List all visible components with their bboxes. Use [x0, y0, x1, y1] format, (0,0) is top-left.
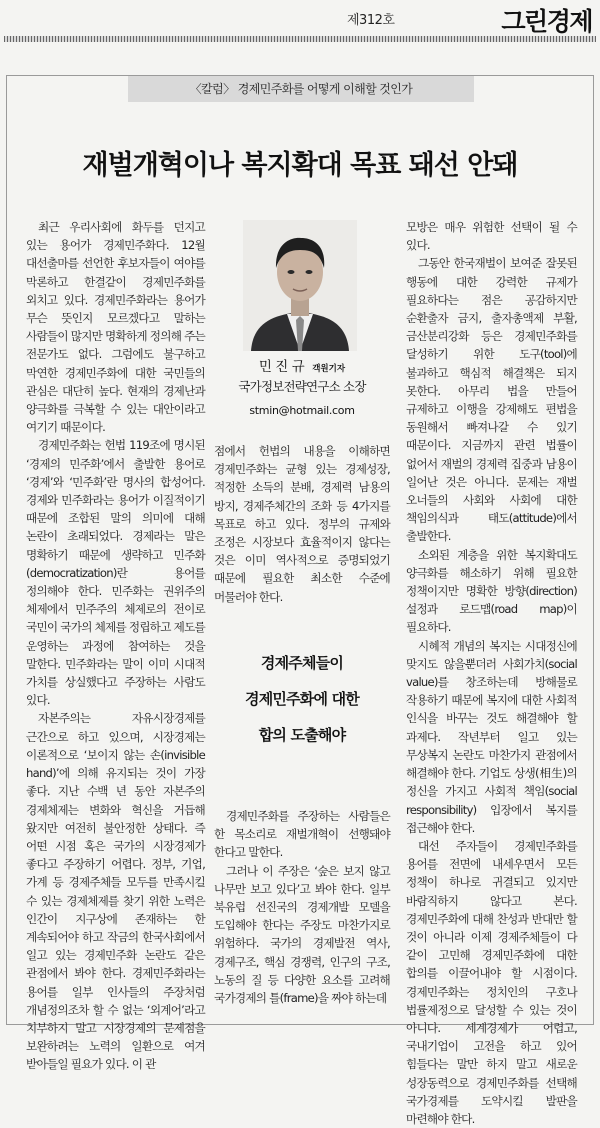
pull-quote-line: 합의 도출해야: [258, 726, 346, 744]
body-column-2-bottom: [214, 807, 390, 1007]
header-rule: [4, 36, 596, 42]
paragraph: 최근 우리사회에 화두를 던지고 있는 용어가 경제민주화다. 12월 대선출마를 선언한 후보자들이 여야를 막론하고 한결같이 경제민주화를 외치고 있다. 경제민주화라는 용어가 무슨 뜻인지 모르겠다고 말하는 사람들이 많지만 명확하게 정의해 주는 전문가도 없다. 그럼에도 불구하고 막연한 경제민주화에 대한 국민들의 관심은 대단히 높다. 현재의 경제난과 양극화를 극복할 수 있는 대안이라고 여기기 때문이다.: [26, 220, 205, 435]
author-email: stmin@hotmail.com: [249, 404, 355, 417]
author-organization: 국가정보전략연구소 소장: [238, 379, 366, 394]
paragraph: 그동안 한국재벌이 보여준 잘못된 행동에 대한 강력한 규제가 필요하다는 점은 공감하지만 순환출자 금지, 출자총액제 부활, 금산분리강화 등은 경제민주화를 달성하기 위한 도구(tool)에 불과하고 핵심적 해결책은 되지 못한다. 아무리 법을 만들어 규제하고 이행을 강제해도 편법을 동원해서 빠져나갈 수 있기 때문이다. 지금까지 관련 법률이 없어서 재벌의 경제력 집중과 남용이 일어난 것은 아니다. 문제는 재벌 오너들의 사회와 사회에 대한 책임의식과 태도(attitude)에서 출발한다.: [406, 256, 577, 544]
paragraph: 대선 주자들이 경제민주화를 용어를 전면에 내세우면서 모든 정책이 하나로 귀결되고 있지만 바람직하지 않다고 본다. 경제민주화에 대해 찬성과 반대만 할 것이 아니라 이제 경제주체들이 다 같이 고민해 경제민주화에 대한 합의를 이끌어내야 할 시점이다. 경제민주화는 정치인의 구호나 법률제정으로 달성할 수 있는 것이 아니다. 세계경제가 어렵고, 국내기업이 고전을 하고 있어 힘들다는 말만 하지 말고 새로운 성장동력으로 경제민주화를 선택해 국가경제를 도약시킬 발판을 마련해야 한다.: [406, 838, 577, 1126]
pull-quote-line: 경제민주화에 대한: [245, 690, 359, 708]
paragraph: 경제민주화를 주장하는 사람들은 한 목소리로 재벌개혁이 선행돼야 한다고 말한다.: [214, 809, 390, 860]
paragraph: 소외된 계층을 위한 복지확대도 양극화를 해소하기 위해 필요한 정책이지만 명확한 방향(direction)설정과 로드맵(road map)이 필요하다.: [406, 547, 577, 635]
author-role: 객원기자: [312, 364, 346, 374]
paragraph: 그러나 이 주장은 ‘숲은 보지 않고 나무만 보고 있다’고 봐야 한다. 일부 북유럽 선진국의 경제개발 모델을 도입해야 한다는 주장도 마찬가지로 위험하다. 국가의 경제발전 역사, 경제구조, 핵심 경쟁력, 인구의 구조, 노동의 질 등 다양한 요소를 고려해 국가경제의 틀(frame)을 짜야 하는데: [214, 863, 390, 1006]
author-photo: [243, 220, 357, 351]
body-column-1: [26, 218, 205, 1074]
author-byline: [214, 355, 390, 417]
body-column-2-top: [214, 442, 390, 606]
pull-quote-line: 경제주체들이: [260, 654, 344, 672]
paragraph: 자본주의는 자유시장경제를 근간으로 하고 있으며, 시장경제는 이론적으로 ‘보이지 않는 손(invisible hand)’에 의해 유지되는 것이 가장 좋다. 지난 수백 년 동안 자본주의 경제체제는 변화와 혁신을 거듭해 왔지만 여전히 불안정한 상태다. 즉 어떤 시점 혹은 국가의 시장경제가 좋다고 주장하기 어렵다. 정부, 기업, 가계 등 경제주체들 모두를 만족시킬 수 있는 경제체제를 찾기 위한 노력은 인간이 지구상에 존재하는 한 계속되어야 하고 작금의 한국사회에서 일고 있는 경제민주화 논란도 같은 관점에서 봐야 한다. 경제민주화라는 용어를 일부 인사들의 주장처럼 개념정의조차 할 수 없는 ‘외계어’라고 치부하지 말고 시장경제의 문제점을 보완하려는 노력의 일환으로 여겨 받아들일 필요가 있다. 이 관: [26, 711, 205, 1072]
paragraph: 경제민주화는 헌법 119조에 명시된 ‘경제의 민주화’에서 출발한 용어로 ‘경제’와 ‘민주화’란 명사의 합성어다. 경제와 민주화라는 용어가 이질적이기 때문에 조합된 말의 의미에 대해 논란이 초래되었다. 경제라는 말은 명확하기 때문에 생략하고 민주화(democratization)란 용어를 정의해야 한다. 민주화는 권위주의 체제에서 민주주의 체제로의 전이로 국민이 국가의 체제를 정립하고 제도를 운영하는 과정에 참여하는 것을 말한다. 민주화라는 말이 이미 시대적 가치를 상실했다고 주장하는 사람도 있다.: [26, 438, 205, 708]
body-column-3: [406, 218, 577, 1128]
column-kicker: 〈칼럼〉 경제민주화를 어떻게 이해할 것인가: [128, 76, 474, 102]
paragraph: 모방은 매우 위험한 선택이 될 수 있다.: [406, 220, 577, 253]
paragraph: 시혜적 개념의 복지는 시대정신에 맞지도 않을뿐더러 사회가치(social value)를 창조하는데 방해물로 작용하기 때문에 복지에 대한 사회적 인식을 바꾸는 것도 해결해야 할 과제다. 작년부터 일고 있는 무상복지 논란도 마찬가지 관점에서 해결해야 한다. 기업도 상생(相生)의 정신을 가지고 사회적 책임(social responsibility) 입장에서 복지를 접근해야 한다.: [406, 638, 577, 835]
article-headline: 재벌개혁이나 복지확대 목표 돼선 안돼: [82, 150, 518, 181]
paragraph: 점에서 헌법의 내용을 이해하면 경제민주화는 균형 있는 경제성장, 적정한 소득의 분배, 경제력 남용의 방지, 경제주체간의 조화 등 4가지를 목표로 하고 있다. 정부의 규제와 조정은 시장보다 효율적이지 않다는 것은 이미 역사적으로 증명되었기 때문에 필요한 최소한 수준에 머물러야 한다.: [214, 444, 390, 604]
pull-quote: [214, 645, 390, 753]
issue-number: 제312호: [347, 13, 395, 28]
author-name: 민 진 규: [258, 359, 305, 375]
publication-logo: 그린경제: [501, 7, 592, 36]
